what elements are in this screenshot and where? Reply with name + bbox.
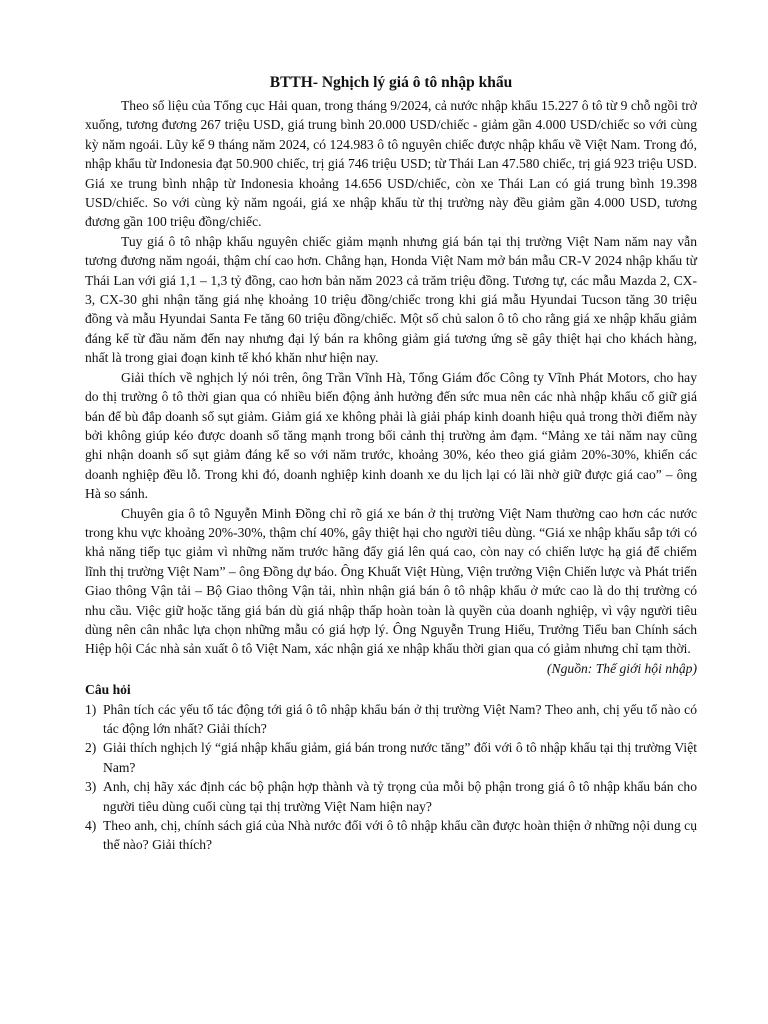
question-text: Anh, chị hãy xác định các bộ phận hợp thành và tỷ trọng của mỗi bộ phận trong giá ô tô nhập khẩu bán cho người tiêu dùng cuối cùng tại thị trường Việt Nam hiện nay? bbox=[103, 779, 697, 814]
question-item bbox=[85, 777, 697, 816]
questions-list bbox=[85, 700, 697, 855]
question-number: 2) bbox=[85, 740, 97, 756]
paragraph-domestic-prices: Tuy giá ô tô nhập khẩu nguyên chiếc giảm mạnh nhưng giá bán tại thị trường Việt Nam năm nay vẫn tương đương năm ngoái, thậm chí cao hơn. Chẳng hạn, Honda Việt Nam mở bán mẫu CR-V 2024 nhập khẩu từ Thái Lan với giá 1,1 – 1,3 tỷ đồng, cao hơn bản năm 2023 cả trăm triệu đồng. Tương tự, các mẫu Mazda 2, CX-3, CX-30 ghi nhận tăng giá nhẹ khoảng 10 triệu đồng/chiếc trong khi giá mẫu Hyundai Tucson tăng 30 triệu đồng và mẫu Hyundai Santa Fe tăng 60 triệu đồng/chiếc. Một số chủ salon ô tô cho rằng giá xe nhập khẩu giảm đáng kể từ đầu năm đến nay nhưng đại lý bán ra không giảm giá tương ứng sẽ gây thiệt hại cho khách hàng, nhất là trong giai đoạn kinh tế khó khăn như hiện nay. bbox=[85, 233, 697, 366]
paragraph-paradox-explanation: Giải thích về nghịch lý nói trên, ông Trần Vĩnh Hà, Tổng Giám đốc Công ty Vĩnh Phát Motors, cho hay do thị trường ô tô thời gian qua có nhiều biến động ảnh hưởng đến sức mua nên các nhà nhập khẩu cố giữ giá bán để bù đắp doanh số sụt giảm. Giảm giá xe không phải là giải pháp kinh doanh hiệu quả trong thời điểm này bởi không giúp kéo được doanh số tăng mạnh trong bối cảnh thị trường ảm đạm. “Mảng xe tải năm nay cũng ghi nhận doanh số sụt giảm đáng kể so với năm trước, khoảng 30%, kéo theo giá giảm 20%-30%, khiến các doanh nghiệp đều lỗ. Trong khi đó, doanh nghiệp kinh doanh xe du lịch lại có lãi nhờ giữ được giá cao” – ông Hà so sánh. bbox=[85, 369, 697, 502]
question-text: Theo anh, chị, chính sách giá của Nhà nước đối với ô tô nhập khẩu cần được hoàn thiện ở những nội dung cụ thể nào? Giải thích? bbox=[103, 818, 697, 853]
question-number: 3) bbox=[85, 779, 97, 795]
paragraph-expert-opinions: Chuyên gia ô tô Nguyễn Minh Đồng chỉ rõ giá xe bán ở thị trường Việt Nam thường cao hơn các nước trong khu vực khoảng 20%-30%, thậm chí 40%, gây thiệt hại cho người tiêu dùng. “Giá xe nhập khẩu sắp tới có khả năng tiếp tục giảm vì những năm trước hãng đẩy giá lên quá cao, còn nay có chiến lược hạ giá để chiếm lĩnh thị trường Việt Nam” – ông Đồng dự báo. Ông Khuất Việt Hùng, Viện trưởng Viện Chiến lược và Phát triển Giao thông Vận tải – Bộ Giao thông Vận tải, nhìn nhận giá bán ô tô nhập khẩu ở mức cao là do thị trường có nhu cầu. Việc giữ hoặc tăng giá bán dù giá nhập thấp hoàn toàn là quyền của doanh nghiệp, vì vậy người tiêu dùng nên cân nhắc lựa chọn những mẫu có giá hợp lý. Ông Nguyễn Trung Hiếu, Trưởng Tiểu ban Chính sách Hiệp hội Các nhà sản xuất ô tô Việt Nam, xác nhận giá xe nhập khẩu thời gian qua có giảm nhưng chỉ tạm thời. bbox=[85, 505, 697, 657]
question-item bbox=[85, 816, 697, 855]
document-title: BTTH- Nghịch lý giá ô tô nhập khẩu bbox=[269, 74, 513, 91]
question-number: 1) bbox=[85, 701, 97, 717]
document-page bbox=[85, 72, 697, 855]
source-citation: (Nguồn: Thế giới hội nhập) bbox=[547, 660, 697, 676]
questions-heading: Câu hỏi bbox=[85, 682, 131, 698]
question-item bbox=[85, 700, 697, 739]
question-text: Giải thích nghịch lý “giá nhập khẩu giảm, giá bán trong nước tăng” đối với ô tô nhập khẩu tại thị trường Việt Nam? bbox=[103, 740, 697, 775]
question-text: Phân tích các yếu tố tác động tới giá ô tô nhập khẩu bán ở thị trường Việt Nam? Theo anh, chị yếu tố nào có tác động lớn nhất? Giải thích? bbox=[103, 701, 697, 736]
question-number: 4) bbox=[85, 818, 97, 834]
paragraph-import-statistics: Theo số liệu của Tổng cục Hải quan, trong tháng 9/2024, cả nước nhập khẩu 15.227 ô tô từ 9 chỗ ngồi trở xuống, tương đương 267 triệu USD, giá trung bình 20.000 USD/chiếc - giảm gần 4.000 USD/chiếc so với cùng kỳ năm ngoái. Lũy kế 9 tháng năm 2024, có 124.983 ô tô nguyên chiếc được nhập khẩu về Việt Nam. Trong đó, nhập khẩu từ Indonesia đạt 50.900 chiếc, trị giá 746 triệu USD; từ Thái Lan 47.580 chiếc, trị giá 923 triệu USD. Giá xe trung bình nhập từ Indonesia khoảng 14.656 USD/chiếc, còn xe Thái Lan có giá trung bình 19.398 USD/chiếc. So với cùng kỳ năm ngoái, giá xe nhập khẩu từ thị trường này đều giảm gần 4.000 USD, tương đương gần 100 triệu đồng/chiếc. bbox=[85, 98, 697, 230]
question-item bbox=[85, 738, 697, 777]
